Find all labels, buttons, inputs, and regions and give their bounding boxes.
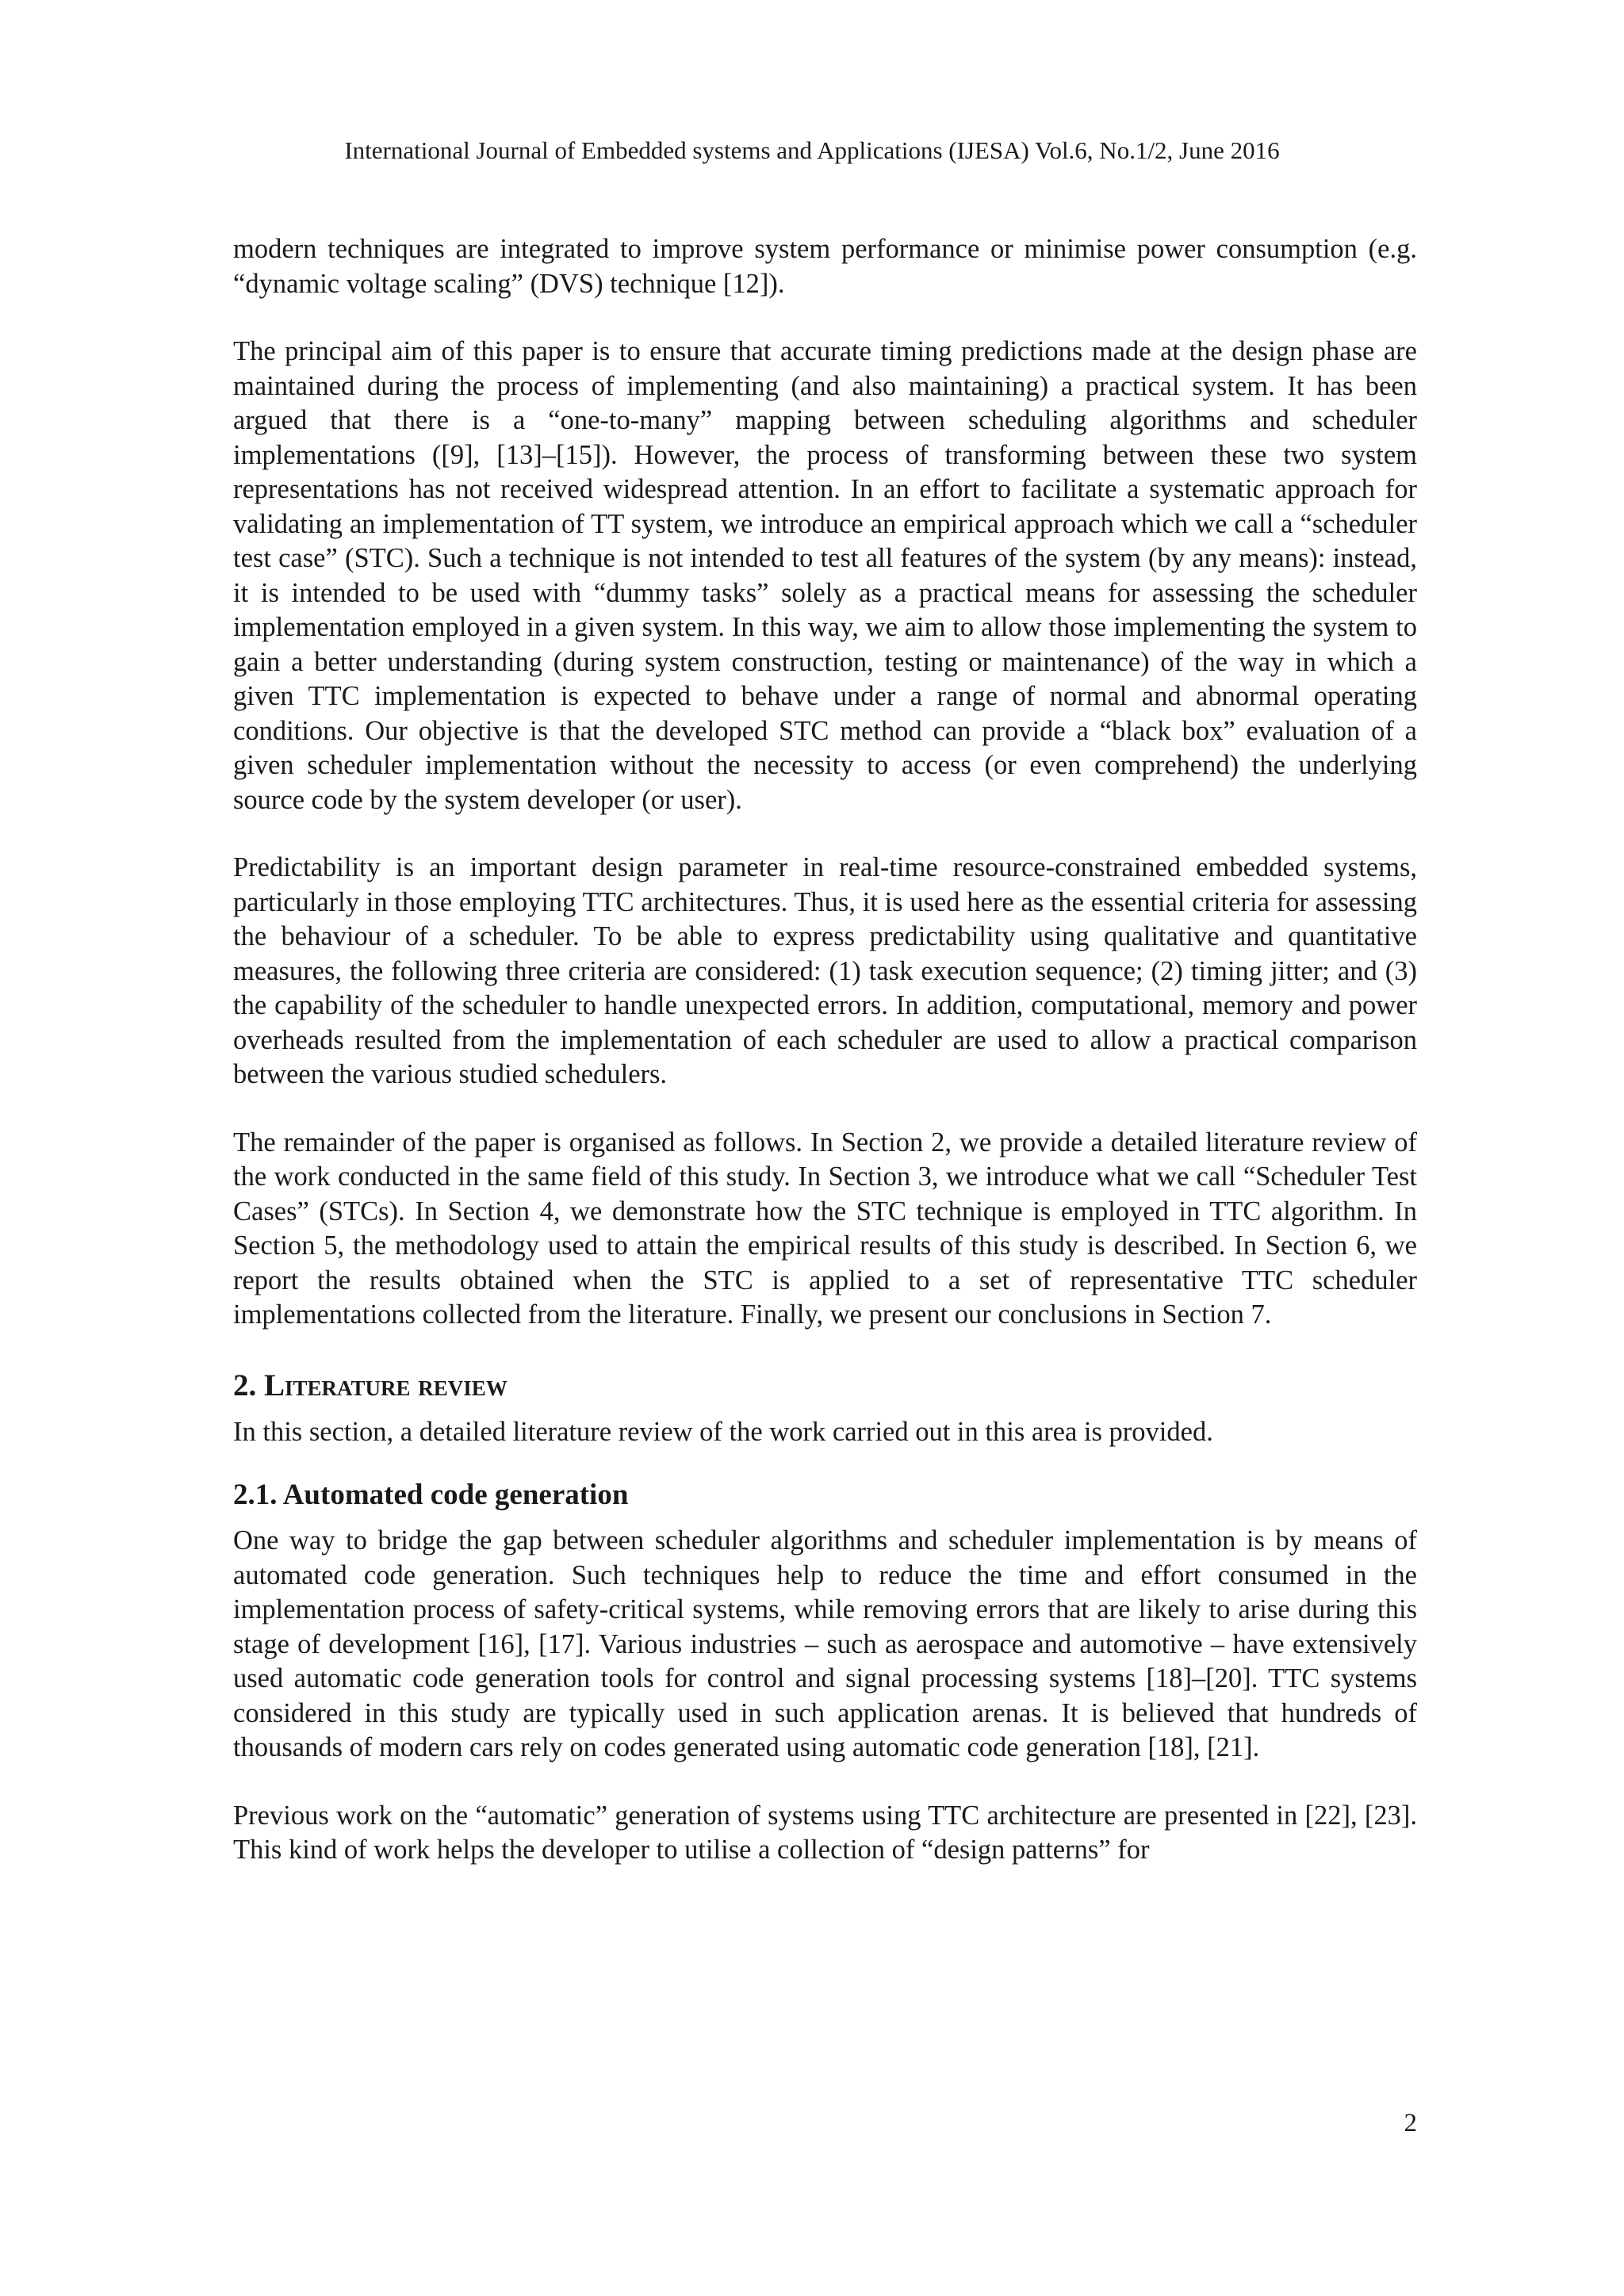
paragraph-previous-work: Previous work on the “automatic” generation of systems using TTC architecture are presented in [22], [23]. This kind of work helps the developer to utilise a collection of “design patterns” for bbox=[233, 1800, 1417, 1865]
paragraph-paper-organisation: The remainder of the paper is organised as follows. In Section 2, we provide a detailed literature review of the work conducted in the same field of this study. In Section 3, we introduce what we call “Scheduler Test Cases” (STCs). In Section 4, we demonstrate how the STC technique is employed in TTC algorithm. In Section 5, the methodology used to attain the empirical results of this study is described. In Section 6, we report the results obtained when the STC is applied to a set of representative TTC scheduler implementations collected from the literature. Finally, we present our conclusions in Section 7. bbox=[233, 1127, 1417, 1330]
section-title: Literature review bbox=[264, 1368, 508, 1402]
page-number: 2 bbox=[1404, 2109, 1417, 2137]
paragraph-intro-continuation: modern techniques are integrated to improve system performance or minimise power consumption (e.g. “dynamic voltage scaling” (DVS) technique [12]). bbox=[233, 234, 1417, 299]
section-number: 2. bbox=[233, 1368, 264, 1402]
paragraph-principal-aim: The principal aim of this paper is to ensure that accurate timing predictions made at the design phase are maintained during the process of implementing (and also maintaining) a practical system. It has been argued that there is a “one-to-many” mapping between scheduling algorithms and scheduler implementations ([9], [13]–[15]). However, the process of transforming between these two system representations has not received widespread attention. In an effort to facilitate a systematic approach for validating an implementation of TT system, we introduce an empirical approach which we call a “scheduler test case” (STC). Such a technique is not intended to test all features of the system (by any means): instead, it is intended to be used with “dummy tasks” solely as a practical means for assessing the scheduler implementation employed in a given system. In this way, we aim to allow those implementing the system to gain a better understanding (during system construction, testing or maintenance) of the way in which a given TTC implementation is expected to behave under a range of normal and abnormal operating conditions. Our objective is that the developed STC method can provide a “black box” evaluation of a given scheduler implementation without the necessity to access (or even comprehend) the underlying source code by the system developer (or user). bbox=[233, 336, 1417, 815]
page-body bbox=[233, 232, 1417, 1901]
paragraph-section-intro: In this section, a detailed literature review of the work carried out in this area is provided. bbox=[233, 1416, 1213, 1447]
running-header: International Journal of Embedded systems and Applications (IJESA) Vol.6, No.1/2, June 2016 bbox=[344, 136, 1280, 164]
paragraph-predictability: Predictability is an important design parameter in real-time resource-constrained embedded systems, particularly in those employing TTC architectures. Thus, it is used here as the essential criteria for assessing the behaviour of a scheduler. To be able to express predictability using qualitative and quantitative measures, the following three criteria are considered: (1) task execution sequence; (2) timing jitter; and (3) the capability of the scheduler to handle unexpected errors. In addition, computational, memory and power overheads resulted from the implementation of each scheduler are used to allow a practical comparison between the various studied schedulers. bbox=[233, 852, 1417, 1089]
subsection-heading-automated-code-generation: 2.1. Automated code generation bbox=[233, 1479, 629, 1511]
section-heading-literature-review bbox=[233, 1366, 1417, 1406]
paragraph-code-generation: One way to bridge the gap between scheduler algorithms and scheduler implementation is by means of automated code generation. Such techniques help to reduce the time and effort consumed in the implementation process of safety-critical systems, while removing errors that are likely to arise during this stage of development [16], [17]. Various industries – such as aerospace and automotive – have extensively used automatic code generation tools for control and signal processing systems [18]–[20]. TTC systems considered in this study are typically used in such application arenas. It is believed that hundreds of thousands of modern cars rely on codes generated using automatic code generation [18], [21]. bbox=[233, 1525, 1417, 1762]
